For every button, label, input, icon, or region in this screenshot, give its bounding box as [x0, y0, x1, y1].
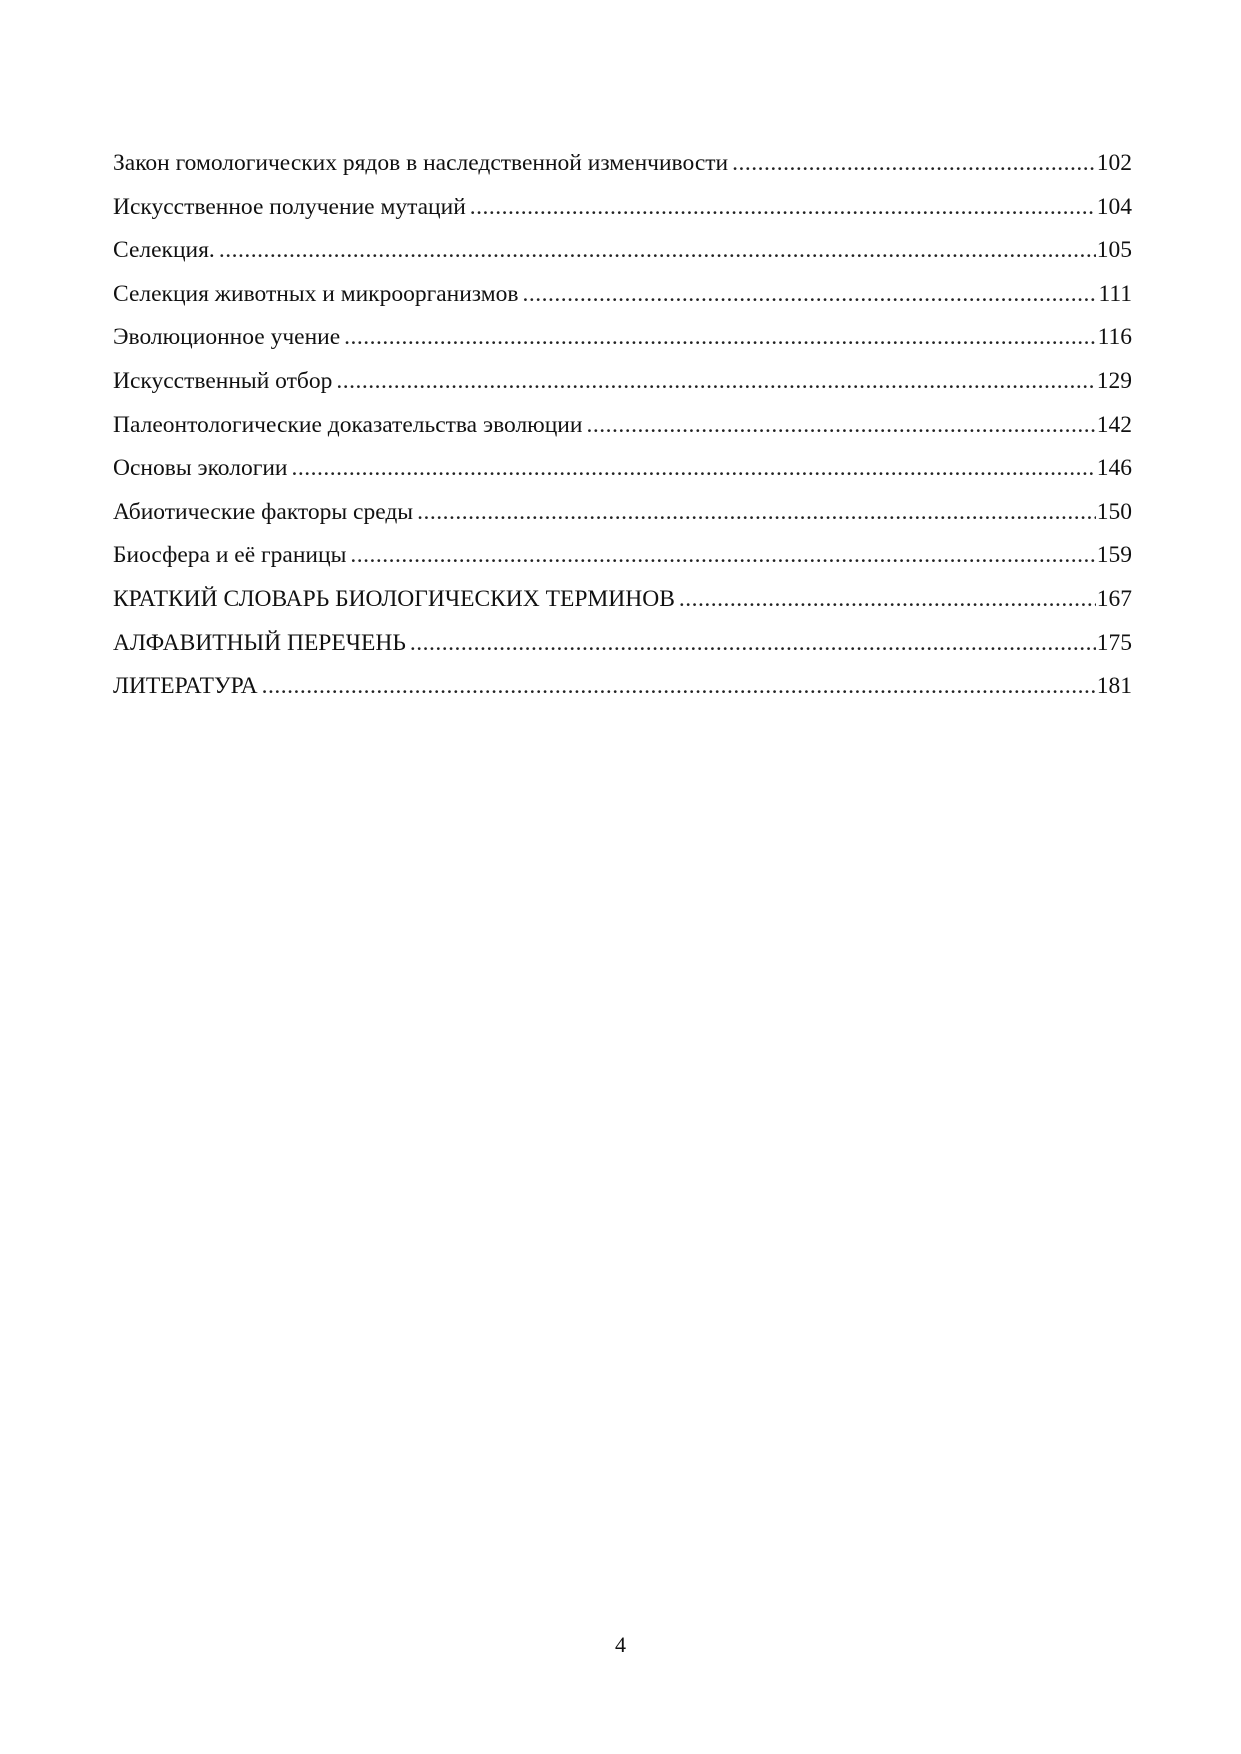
table-of-contents [113, 142, 1132, 709]
toc-entry[interactable] [113, 491, 1132, 535]
toc-entry-page: 159 [1096, 542, 1132, 569]
toc-entry[interactable] [113, 360, 1132, 404]
toc-entry[interactable] [113, 534, 1132, 578]
toc-entry-title: Палеонтологические доказательства эволюции [113, 411, 583, 438]
toc-dot-leader [219, 229, 1096, 273]
toc-entry-page: 175 [1096, 629, 1132, 656]
toc-entry-title: Эволюционное учение [113, 324, 341, 351]
toc-entry-title: Основы экологии [113, 455, 288, 482]
toc-entry-page: 102 [1096, 150, 1132, 176]
toc-entry-page: 104 [1096, 193, 1132, 220]
toc-entry-title: Закон гомологических рядов в наследственной изменчивости [113, 150, 729, 176]
toc-entry-title: Абиотические факторы среды [113, 498, 414, 525]
toc-dot-leader [350, 534, 1095, 578]
toc-entry[interactable] [113, 447, 1132, 491]
toc-entry[interactable] [113, 404, 1132, 448]
toc-entry-page: 129 [1096, 367, 1132, 394]
toc-dot-leader [522, 273, 1097, 317]
toc-dot-leader [336, 360, 1095, 404]
toc-entry[interactable] [113, 273, 1132, 317]
toc-entry[interactable] [113, 622, 1132, 666]
toc-entry-page: 111 [1098, 280, 1132, 307]
toc-entry-title: Биосфера и её границы [113, 542, 347, 569]
toc-entry-page: 142 [1096, 411, 1132, 438]
toc-entry-page: 150 [1096, 498, 1132, 525]
toc-dot-leader [470, 186, 1096, 230]
toc-entry-title: Селекция животных и микроорганизмов [113, 280, 519, 307]
toc-dot-leader [292, 447, 1096, 491]
toc-entry-title: КРАТКИЙ СЛОВАРЬ БИОЛОГИЧЕСКИХ ТЕРМИНОВ [113, 585, 675, 612]
toc-entry-title: ЛИТЕРАТУРА [113, 673, 258, 700]
toc-entry-title: АЛФАВИТНЫЙ ПЕРЕЧЕНЬ [113, 629, 406, 656]
toc-entry[interactable] [113, 186, 1132, 230]
toc-entry-page: 146 [1096, 455, 1132, 482]
toc-entry[interactable] [113, 578, 1132, 622]
toc-dot-leader [344, 316, 1096, 360]
toc-entry[interactable] [113, 665, 1132, 709]
toc-dot-leader [410, 622, 1096, 666]
toc-dot-leader [417, 491, 1096, 535]
toc-dot-leader [679, 578, 1096, 622]
toc-entry[interactable] [113, 229, 1132, 273]
toc-entry-title: Селекция. [113, 237, 215, 264]
toc-dot-leader [732, 142, 1096, 186]
toc-entry-title: Искусственное получение мутаций [113, 193, 466, 220]
toc-entry[interactable] [113, 142, 1132, 186]
toc-entry-page: 167 [1096, 585, 1132, 612]
toc-dot-leader [262, 665, 1096, 709]
page-number: 4 [615, 1632, 626, 1657]
toc-entry-page: 105 [1096, 237, 1132, 264]
toc-entry-page: 116 [1097, 324, 1132, 351]
toc-entry-title: Искусственный отбор [113, 367, 333, 394]
toc-entry[interactable] [113, 316, 1132, 360]
toc-dot-leader [586, 404, 1095, 448]
toc-entry-page: 181 [1096, 673, 1132, 700]
